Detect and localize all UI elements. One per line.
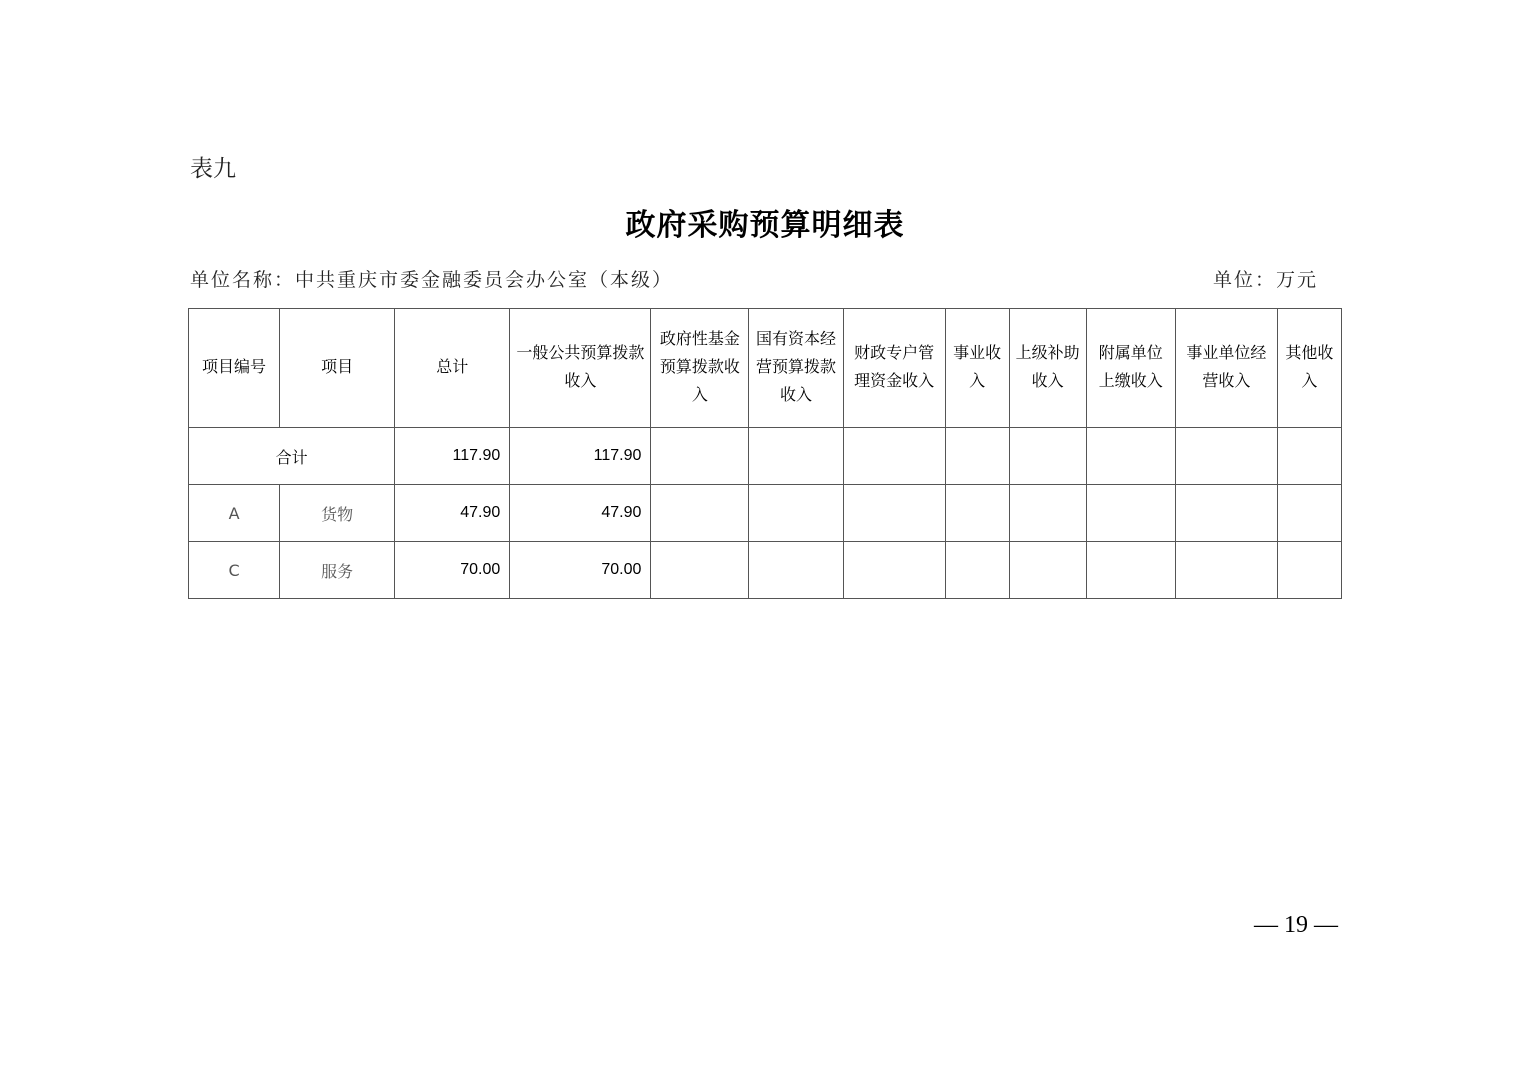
general-budget-cell: 117.90 xyxy=(510,428,651,485)
project-code-cell: C xyxy=(189,542,280,599)
general-budget-cell: 70.00 xyxy=(510,542,651,599)
table-header-row xyxy=(189,309,1342,428)
project-name-cell: 服务 xyxy=(280,542,395,599)
empty-cell xyxy=(1277,485,1341,542)
empty-cell xyxy=(945,542,1009,599)
empty-cell xyxy=(651,542,749,599)
project-code-cell: A xyxy=(189,485,280,542)
header-project-code: 项目编号 xyxy=(189,309,280,428)
total-row xyxy=(189,428,1342,485)
empty-cell xyxy=(945,485,1009,542)
empty-cell xyxy=(1009,542,1086,599)
unit-name: 单位名称：中共重庆市委金融委员会办公室（本级） xyxy=(190,269,674,291)
total-label: 合计 xyxy=(189,428,395,485)
header-state-capital-budget: 国有资本经营预算拨款收入 xyxy=(749,309,843,428)
table-row xyxy=(189,485,1342,542)
empty-cell xyxy=(1009,485,1086,542)
table-row xyxy=(189,542,1342,599)
procurement-budget-table xyxy=(188,308,1342,599)
empty-cell xyxy=(945,428,1009,485)
project-name-cell: 货物 xyxy=(280,485,395,542)
empty-cell xyxy=(1086,542,1175,599)
total-cell: 70.00 xyxy=(395,542,510,599)
empty-cell xyxy=(1086,485,1175,542)
header-total: 总计 xyxy=(395,309,510,428)
empty-cell xyxy=(1175,485,1277,542)
document-title: 政府采购预算明细表 xyxy=(625,208,905,243)
empty-cell xyxy=(651,485,749,542)
page-number: — 19 — xyxy=(1254,912,1338,938)
empty-cell xyxy=(843,542,945,599)
header-business-income: 事业收入 xyxy=(945,309,1009,428)
total-cell: 47.90 xyxy=(395,485,510,542)
header-special-account: 财政专户管理资金收入 xyxy=(843,309,945,428)
header-superior-subsidy: 上级补助收入 xyxy=(1009,309,1086,428)
empty-cell xyxy=(749,428,843,485)
meta-row xyxy=(190,265,1318,292)
header-operating-income: 事业单位经营收入 xyxy=(1175,309,1277,428)
total-cell: 117.90 xyxy=(395,428,510,485)
general-budget-cell: 47.90 xyxy=(510,485,651,542)
currency-unit: 单位：万元 xyxy=(1212,269,1318,291)
empty-cell xyxy=(1175,542,1277,599)
header-other-income: 其他收入 xyxy=(1277,309,1341,428)
empty-cell xyxy=(843,428,945,485)
empty-cell xyxy=(1086,428,1175,485)
empty-cell xyxy=(1277,542,1341,599)
header-gov-fund-budget: 政府性基金预算拨款收入 xyxy=(651,309,749,428)
empty-cell xyxy=(651,428,749,485)
empty-cell xyxy=(1175,428,1277,485)
header-general-budget: 一般公共预算拨款收入 xyxy=(510,309,651,428)
empty-cell xyxy=(1277,428,1341,485)
empty-cell xyxy=(843,485,945,542)
header-project: 项目 xyxy=(280,309,395,428)
empty-cell xyxy=(749,485,843,542)
empty-cell xyxy=(1009,428,1086,485)
table-label: 表九 xyxy=(190,156,236,182)
header-subsidiary-payment: 附属单位上缴收入 xyxy=(1086,309,1175,428)
empty-cell xyxy=(749,542,843,599)
